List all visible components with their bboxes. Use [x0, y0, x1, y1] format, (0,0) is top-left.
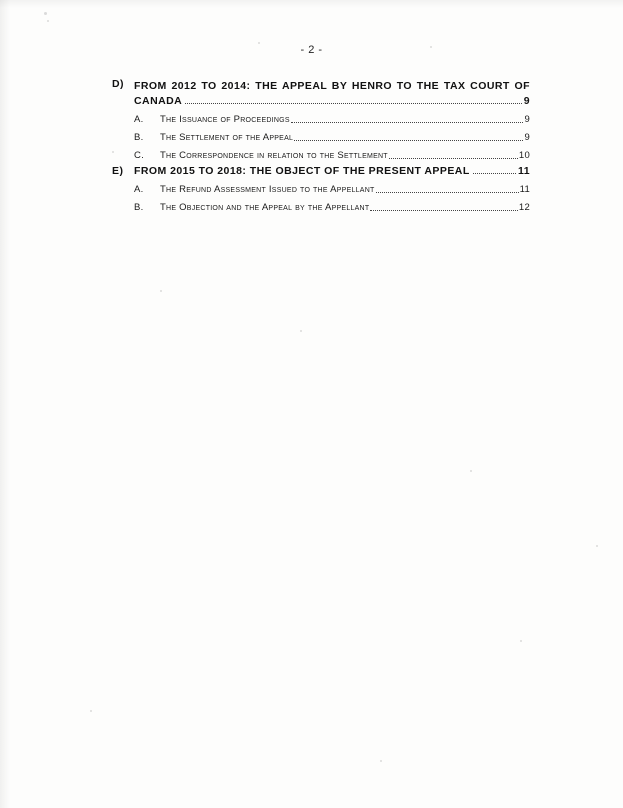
toc-entry-title-line1: FROM 2015 TO 2018: THE OBJECT OF THE PRESENT APPEAL	[134, 165, 470, 178]
toc-entry-body	[134, 78, 530, 107]
toc-subentry-page: 11	[519, 184, 530, 196]
toc-subentry-page: 9	[524, 132, 530, 144]
leader-dots	[370, 210, 518, 211]
table-of-contents	[112, 78, 530, 217]
toc-subentry-marker: C.	[134, 150, 144, 162]
toc-subentry-marker: A.	[134, 114, 144, 126]
toc-subentry-e-b[interactable]	[112, 202, 530, 213]
toc-subentry-page: 10	[518, 150, 530, 162]
scan-speckle	[300, 330, 302, 332]
toc-subentry-page: 12	[518, 202, 530, 214]
toc-entry-d[interactable]	[112, 78, 530, 107]
leader-dots	[294, 140, 523, 141]
leader-dots	[473, 173, 516, 174]
toc-entry-body	[134, 165, 530, 177]
toc-subentry-marker: A.	[134, 184, 144, 196]
toc-subentry-title: The Refund Assessment Issued to the Appellant	[160, 184, 375, 196]
toc-subentry-d-c[interactable]	[112, 150, 530, 161]
toc-section-d	[112, 78, 530, 161]
leader-dots	[185, 103, 522, 104]
scan-speckle	[44, 12, 47, 15]
toc-entry-page: 9	[523, 95, 530, 108]
toc-entry-title-line2-row	[134, 95, 530, 107]
scan-speckle	[160, 290, 162, 292]
toc-subentry-d-a[interactable]	[112, 114, 530, 125]
toc-entry-marker: D)	[112, 78, 124, 90]
toc-subentry-marker: B.	[134, 202, 144, 214]
leader-dots	[389, 158, 518, 159]
toc-subentry-e-a[interactable]	[112, 184, 530, 195]
toc-subentry-title: The Settlement of the Appeal	[160, 132, 294, 144]
toc-subentry-d-b[interactable]	[112, 132, 530, 143]
toc-subentry-page: 9	[524, 114, 530, 126]
toc-entry-title-line1: FROM 2012 TO 2014: THE APPEAL BY HENRO TO THE TAX COURT OF	[134, 80, 530, 92]
leader-dots	[376, 192, 519, 193]
leader-dots	[291, 122, 524, 123]
scan-speckle	[90, 710, 92, 712]
page-edge-shadow-top	[0, 0, 623, 8]
scan-speckle	[596, 545, 598, 547]
toc-section-e	[112, 165, 530, 213]
toc-entry-e[interactable]	[112, 165, 530, 177]
scan-speckle	[47, 20, 49, 22]
toc-subentry-marker: B.	[134, 132, 144, 144]
page-number: - 2 -	[300, 44, 323, 56]
toc-subentry-title: The Correspondence in relation to the Settlement	[160, 150, 388, 162]
toc-subentry-title: The Issuance of Proceedings	[160, 114, 290, 126]
toc-subentry-title: The Objection and the Appeal by the Appellant	[160, 202, 370, 214]
page-edge-shadow-left	[0, 0, 10, 808]
toc-entry-title-row	[134, 165, 530, 177]
toc-entry-page: 11	[518, 165, 530, 178]
toc-entry-marker: E)	[112, 165, 124, 178]
scan-speckle	[470, 470, 472, 472]
scan-speckle	[380, 760, 382, 762]
toc-entry-title-line2: CANADA	[134, 95, 183, 108]
scan-speckle	[520, 640, 522, 642]
